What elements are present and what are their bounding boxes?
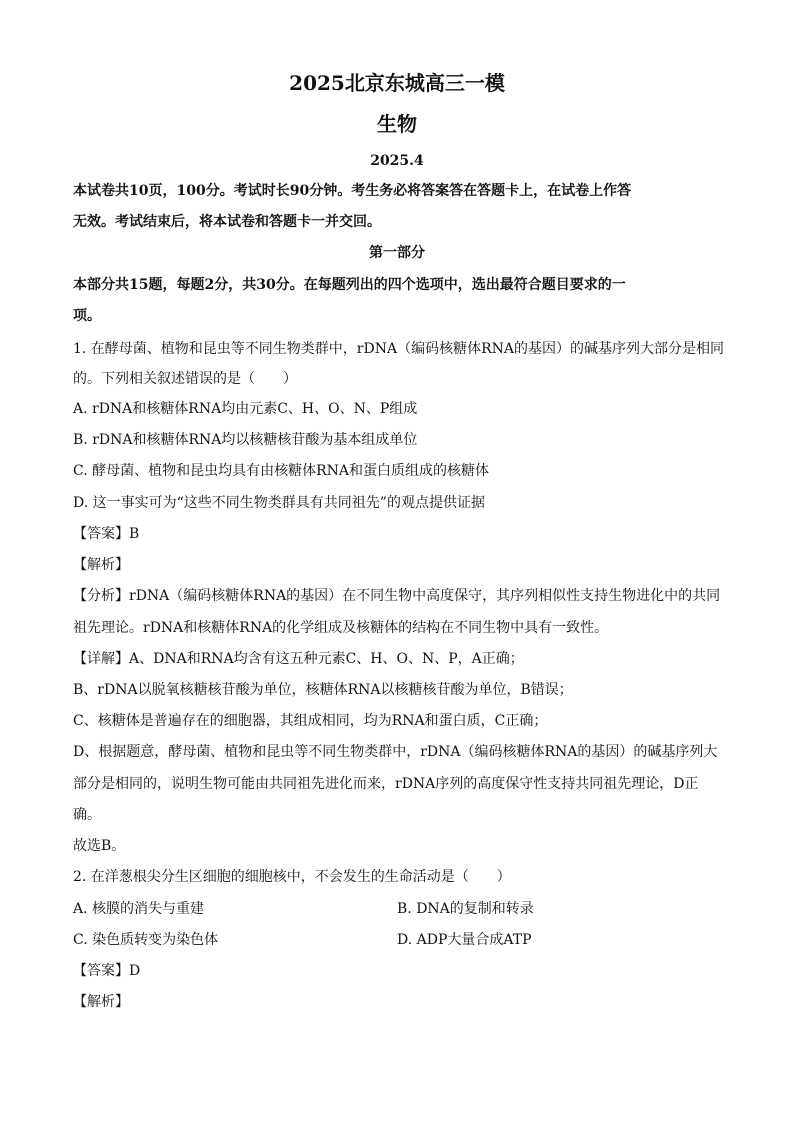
page-title: 2025北京东城高三一模: [289, 71, 505, 95]
instructions-line-2: 无效。考试结束后，将本试卷和答题卡一并交回。: [73, 214, 381, 230]
q2-analysis-label: 【解析】: [73, 994, 129, 1010]
q1-conclusion: 故选B。: [73, 838, 126, 854]
q1-option-d: D. 这一事实可为“这些不同生物类群具有共同祖先”的观点提供证据: [73, 495, 485, 511]
subject-title: 生物: [377, 112, 417, 136]
instructions-line-1: 本试卷共10页，100分。考试时长90分钟。考生务必将答案答在答题卡上，在试卷上作答: [73, 183, 632, 199]
q1-answer: 【答案】B: [73, 526, 140, 542]
q1-detail-line-2: B、rDNA以脱氧核糖核苷酸为单位，核糖体RNA以核糖核苷酸为单位，B错误；: [73, 682, 573, 698]
q1-fenxi-line-2: 祖先理论。rDNA和核糖体RNA的化学组成及核糖体的结构在不同生物中具有一致性。: [73, 620, 609, 636]
q2-answer: 【答案】D: [73, 963, 141, 979]
part-intro-line-2: 项。: [73, 308, 101, 324]
q2-option-c: C. 染色质转变为染色体: [73, 932, 219, 948]
q2-option-b: B. DNA的复制和转录: [397, 901, 534, 917]
q1-option-b: B. rDNA和核糖体RNA均以核糖核苷酸为基本组成单位: [73, 432, 418, 448]
q1-option-c: C. 酵母菌、植物和昆虫均具有由核糖体RNA和蛋白质组成的核糖体: [73, 463, 490, 479]
q1-detail-line-4: D、根据题意，酵母菌、植物和昆虫等不同生物类群中，rDNA（编码核糖体RNA的基因）的碱基序列大: [73, 744, 718, 760]
q1-analysis-label: 【解析】: [73, 557, 129, 573]
q1-fenxi-line-1: 【分析】rDNA（编码核糖体RNA的基因）在不同生物中高度保守，其序列相似性支持生物进化中的共同: [73, 588, 721, 604]
part-intro-line-1: 本部分共15题，每题2分，共30分。在每题列出的四个选项中，选出最符合题目要求的一: [73, 277, 626, 293]
q2-stem: 2. 在洋葱根尖分生区细胞的细胞核中，不会发生的生命活动是（ ）: [73, 869, 511, 885]
part-heading: 第一部分: [369, 245, 425, 261]
q2-option-a: A. 核膜的消失与重建: [73, 901, 205, 917]
q1-option-a: A. rDNA和核糖体RNA均由元素C、H、O、N、P组成: [73, 401, 418, 417]
q1-stem-line-2: 的。下列相关叙述错误的是（ ）: [73, 371, 297, 387]
exam-date: 2025.4: [370, 153, 424, 169]
q1-detail-line-5: 部分是相同的，说明生物可能由共同祖先进化而来，rDNA序列的高度保守性支持共同祖先理论，D正: [73, 776, 699, 792]
q1-detail-line-3: C、核糖体是普遍存在的细胞器，其组成相同，均为RNA和蛋白质，C正确；: [73, 713, 548, 729]
q2-option-d: D. ADP大量合成ATP: [397, 932, 532, 948]
q1-detail-line-1: 【详解】A、DNA和RNA均含有这五种元素C、H、O、N、P，A正确；: [73, 651, 524, 667]
q1-stem-line-1: 1. 在酵母菌、植物和昆虫等不同生物类群中，rDNA（编码核糖体RNA的基因）的碱基序列大部分是相同: [73, 341, 724, 357]
q1-detail-line-6: 确。: [73, 807, 101, 823]
